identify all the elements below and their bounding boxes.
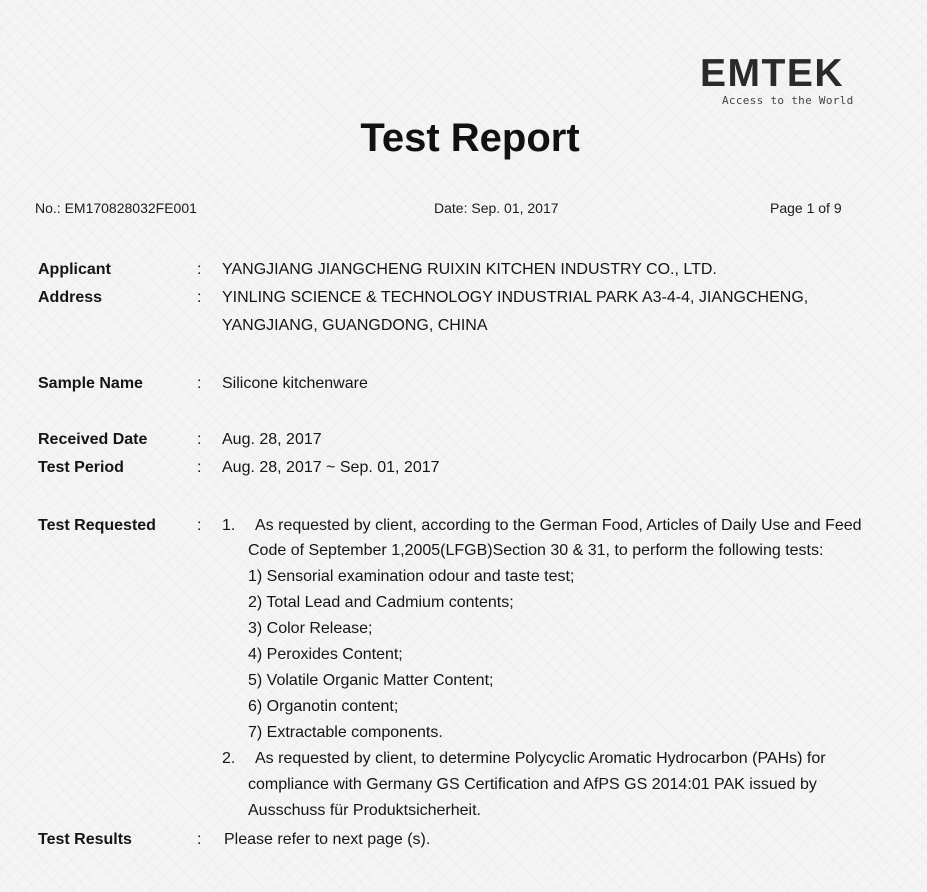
- item-2-line-1: As requested by client, to determine Polycyclic Aromatic Hydrocarbon (PAHs) for: [255, 750, 826, 767]
- page-indicator: Page 1 of 9: [770, 200, 842, 216]
- test-results-label: Test Results: [38, 831, 132, 848]
- item-1-line-2: Code of September 1,2005(LFGB)Section 30 & 31, to perform the following tests:: [248, 542, 824, 559]
- colon: :: [197, 517, 202, 534]
- test-results-value: Please refer to next page (s).: [224, 831, 431, 848]
- item-1-number: 1.: [222, 517, 236, 534]
- colon: :: [197, 375, 202, 392]
- test-requested-label: Test Requested: [38, 517, 156, 534]
- logo-tagline: Access to the World: [722, 94, 854, 107]
- colon: :: [197, 431, 202, 448]
- colon: :: [197, 459, 202, 476]
- report-date: Date: Sep. 01, 2017: [434, 200, 559, 216]
- colon: :: [197, 831, 202, 848]
- test-item: 6) Organotin content;: [248, 698, 399, 715]
- test-item: 7) Extractable components.: [248, 724, 443, 741]
- sample-name-label: Sample Name: [38, 375, 143, 392]
- colon: :: [197, 289, 202, 306]
- item-1-line-1: As requested by client, according to the German Food, Articles of Daily Use and Feed: [255, 517, 862, 534]
- applicant-value: YANGJIANG JIANGCHENG RUIXIN KITCHEN INDUSTRY CO., LTD.: [222, 261, 717, 278]
- sample-name-value: Silicone kitchenware: [222, 375, 368, 392]
- report-number: No.: EM170828032FE001: [35, 200, 197, 216]
- item-2-number: 2.: [222, 750, 236, 767]
- test-period-label: Test Period: [38, 459, 124, 476]
- address-line-2: YANGJIANG, GUANGDONG, CHINA: [222, 317, 488, 334]
- received-date-label: Received Date: [38, 431, 148, 448]
- received-date-value: Aug. 28, 2017: [222, 431, 322, 448]
- emtek-logo: [700, 54, 886, 107]
- applicant-label: Applicant: [38, 261, 111, 278]
- address-line-1: YINLING SCIENCE & TECHNOLOGY INDUSTRIAL PARK A3-4-4, JIANGCHENG,: [222, 289, 809, 306]
- item-2-line-3: Ausschuss für Produktsicherheit.: [248, 802, 481, 819]
- test-item: 2) Total Lead and Cadmium contents;: [248, 594, 514, 611]
- logo-wordmark: EMTEK: [700, 52, 844, 95]
- colon: :: [197, 261, 202, 278]
- test-item: 5) Volatile Organic Matter Content;: [248, 672, 494, 689]
- test-period-value: Aug. 28, 2017 ~ Sep. 01, 2017: [222, 459, 440, 476]
- address-label: Address: [38, 289, 103, 306]
- item-2-line-2: compliance with Germany GS Certification and AfPS GS 2014:01 PAK issued by: [248, 776, 817, 793]
- test-item: 3) Color Release;: [248, 620, 373, 637]
- test-item: 1) Sensorial examination odour and taste test;: [248, 568, 575, 585]
- page-title: Test Report: [360, 116, 580, 160]
- test-item: 4) Peroxides Content;: [248, 646, 403, 663]
